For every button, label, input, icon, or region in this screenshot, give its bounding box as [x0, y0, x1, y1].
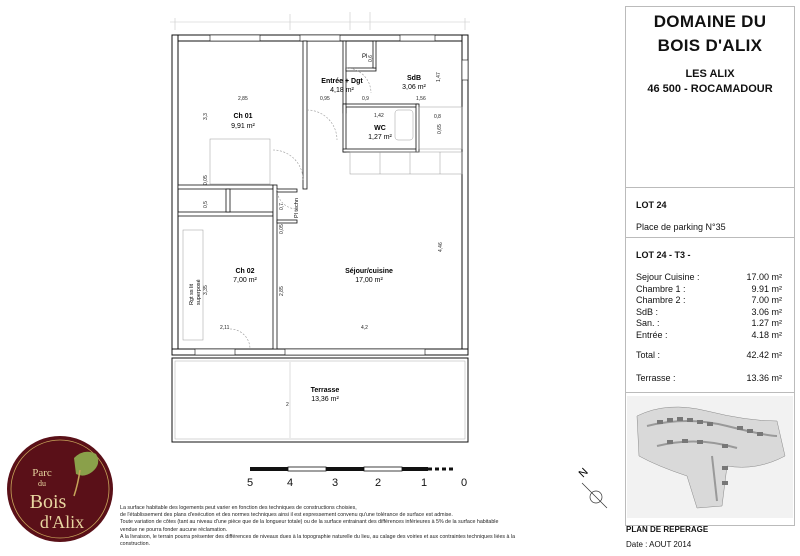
area-row	[636, 330, 782, 342]
room-entree-area: 4,18 m²	[330, 87, 354, 94]
dim-label: 0,7	[279, 203, 285, 210]
lot-type-heading: LOT 24 - T3 -	[636, 250, 691, 260]
dim-label: 1,56	[416, 96, 426, 102]
reperage-title: PLAN DE REPERAGE	[626, 525, 709, 534]
area-row	[636, 295, 782, 307]
area-value: 17.00 m²	[746, 272, 782, 282]
door-swings	[230, 68, 371, 349]
address-line2: 46 500 - ROCAMADOUR	[647, 83, 773, 95]
divider	[625, 392, 795, 393]
area-value: 3.06 m²	[751, 306, 782, 317]
area-value: 4.18 m²	[751, 329, 782, 340]
project-name-line1: DOMAINE DU	[653, 12, 767, 31]
terrace-label: Terrasse :	[636, 373, 676, 383]
area-value: 7.00 m²	[751, 295, 782, 305]
area-row	[636, 272, 782, 284]
parking-text: Place de parking N°35	[636, 222, 726, 232]
room-sejour-area: 17,00 m²	[355, 277, 383, 284]
dim-label: 0,65	[437, 124, 443, 134]
interior-walls	[178, 41, 419, 349]
area-label: Chambre 2 :	[636, 295, 686, 305]
area-row	[636, 307, 782, 319]
note-line: La surface habitable des logements peut varier en fonction des techniques de constructions choisies,	[120, 505, 357, 511]
address-line1: LES ALIX	[685, 68, 735, 80]
room-wc-name: WC	[374, 125, 386, 132]
outer-walls	[172, 35, 468, 355]
fixtures	[183, 107, 462, 340]
area-row	[636, 318, 782, 330]
room-ch02-area: 7,00 m²	[233, 277, 257, 284]
dim-label: 2,11	[220, 325, 230, 331]
dim-label: 0,05	[279, 224, 285, 234]
scale-label: 5	[246, 477, 254, 489]
note-line: vendue ne pourra fonder aucune réclamation.	[120, 526, 228, 533]
note-line: A la livraison, le terrain pourra présenter des différences de niveaux dues à la topographie naturelle du lieu, au calage des voiries et aux contraintes techniques liées à la	[120, 533, 516, 540]
scale-label: 0	[460, 477, 468, 489]
area-list	[636, 272, 782, 341]
area-label: San. :	[636, 318, 660, 328]
logo-text: Parc	[32, 467, 52, 479]
terrace-value: 13.36 m²	[746, 373, 782, 383]
area-value: 1.27 m²	[751, 318, 782, 328]
logo-text: du	[38, 479, 46, 488]
legal-notes	[120, 505, 610, 548]
room-pl-techn: Pl techn	[294, 198, 300, 218]
dim-label: 4,46	[438, 242, 444, 252]
reperage-date: Date : AOUT 2014	[626, 540, 692, 549]
room-terrasse-name: Terrasse	[310, 387, 340, 394]
drafting-marks	[170, 12, 470, 30]
room-sejour-name: Séjour/cuisine	[345, 268, 393, 275]
area-row	[636, 284, 782, 296]
dim-label: 3,35	[203, 285, 209, 295]
north-label: N	[576, 466, 591, 481]
note-line: Toute variation de côtes (tant au niveau d'une pièce que de la longueur totale) ou de la surface entrainant des différences inférieures à 5% de la surface habitable	[120, 519, 499, 526]
room-sdb-name: SdB	[407, 75, 421, 82]
terrace-row	[636, 373, 782, 385]
note-line: construction.	[120, 541, 151, 548]
room-ch01-area: 9,91 m²	[231, 123, 255, 130]
area-label: Entrée :	[636, 329, 668, 340]
location-map	[627, 396, 793, 518]
total-row	[636, 350, 782, 362]
dim-label: 2,85	[238, 96, 248, 102]
logo-text: Bois	[29, 491, 67, 513]
dim-label: 0,8	[434, 114, 441, 120]
room-ch01-name: Ch 01	[233, 113, 253, 120]
lot-heading: LOT 24	[636, 200, 667, 210]
dim-label: 1,47	[436, 72, 442, 82]
room-sdb-area: 3,06 m²	[402, 84, 426, 91]
dim-label: 3,3	[203, 113, 209, 120]
divider	[625, 237, 795, 238]
dim-label: 1,42	[374, 113, 384, 119]
dim-label: 0,5	[203, 201, 209, 208]
dim-label: 0,9	[362, 96, 369, 102]
room-rgt-line1: Rgt ss lit	[189, 283, 195, 305]
room-rgt-line2: superposé	[196, 279, 202, 305]
scale-label: 4	[286, 477, 294, 489]
project-name-line2: BOIS D'ALIX	[657, 36, 763, 55]
area-value: 9.91 m²	[751, 283, 782, 294]
area-label: Chambre 1 :	[636, 283, 686, 294]
dim-label: 0,6	[368, 55, 374, 62]
scale-label: 1	[420, 477, 428, 489]
dim-label: 4,2	[361, 325, 368, 331]
note-line: de l'établissement des plans d'exécution et des normes techniques ainsi il est expressement convenu qu'une tolérance de surface est admise.	[120, 512, 453, 519]
scale-label: 3	[331, 477, 339, 489]
room-entree-name: Entrée + Dgt	[321, 78, 363, 85]
room-ch02-name: Ch 02	[235, 268, 255, 275]
room-terrasse-area: 13,36 m²	[311, 396, 339, 403]
room-wc-area: 1,27 m²	[368, 134, 392, 141]
scale-bar	[250, 467, 455, 471]
dim-label: 0,95	[320, 96, 330, 102]
logo-text: d'Alix	[39, 512, 85, 532]
dim-label: 2,85	[279, 286, 285, 296]
room-pl: Pl	[362, 54, 368, 60]
area-label: SdB :	[636, 306, 659, 317]
scale-label: 2	[374, 477, 382, 489]
area-label: Sejour Cuisine :	[636, 272, 700, 282]
dim-label: 0,05	[203, 175, 209, 185]
total-value: 42.42 m²	[746, 350, 782, 360]
total-label: Total :	[636, 350, 661, 360]
divider	[625, 187, 795, 188]
dim-label: 2	[286, 402, 289, 408]
